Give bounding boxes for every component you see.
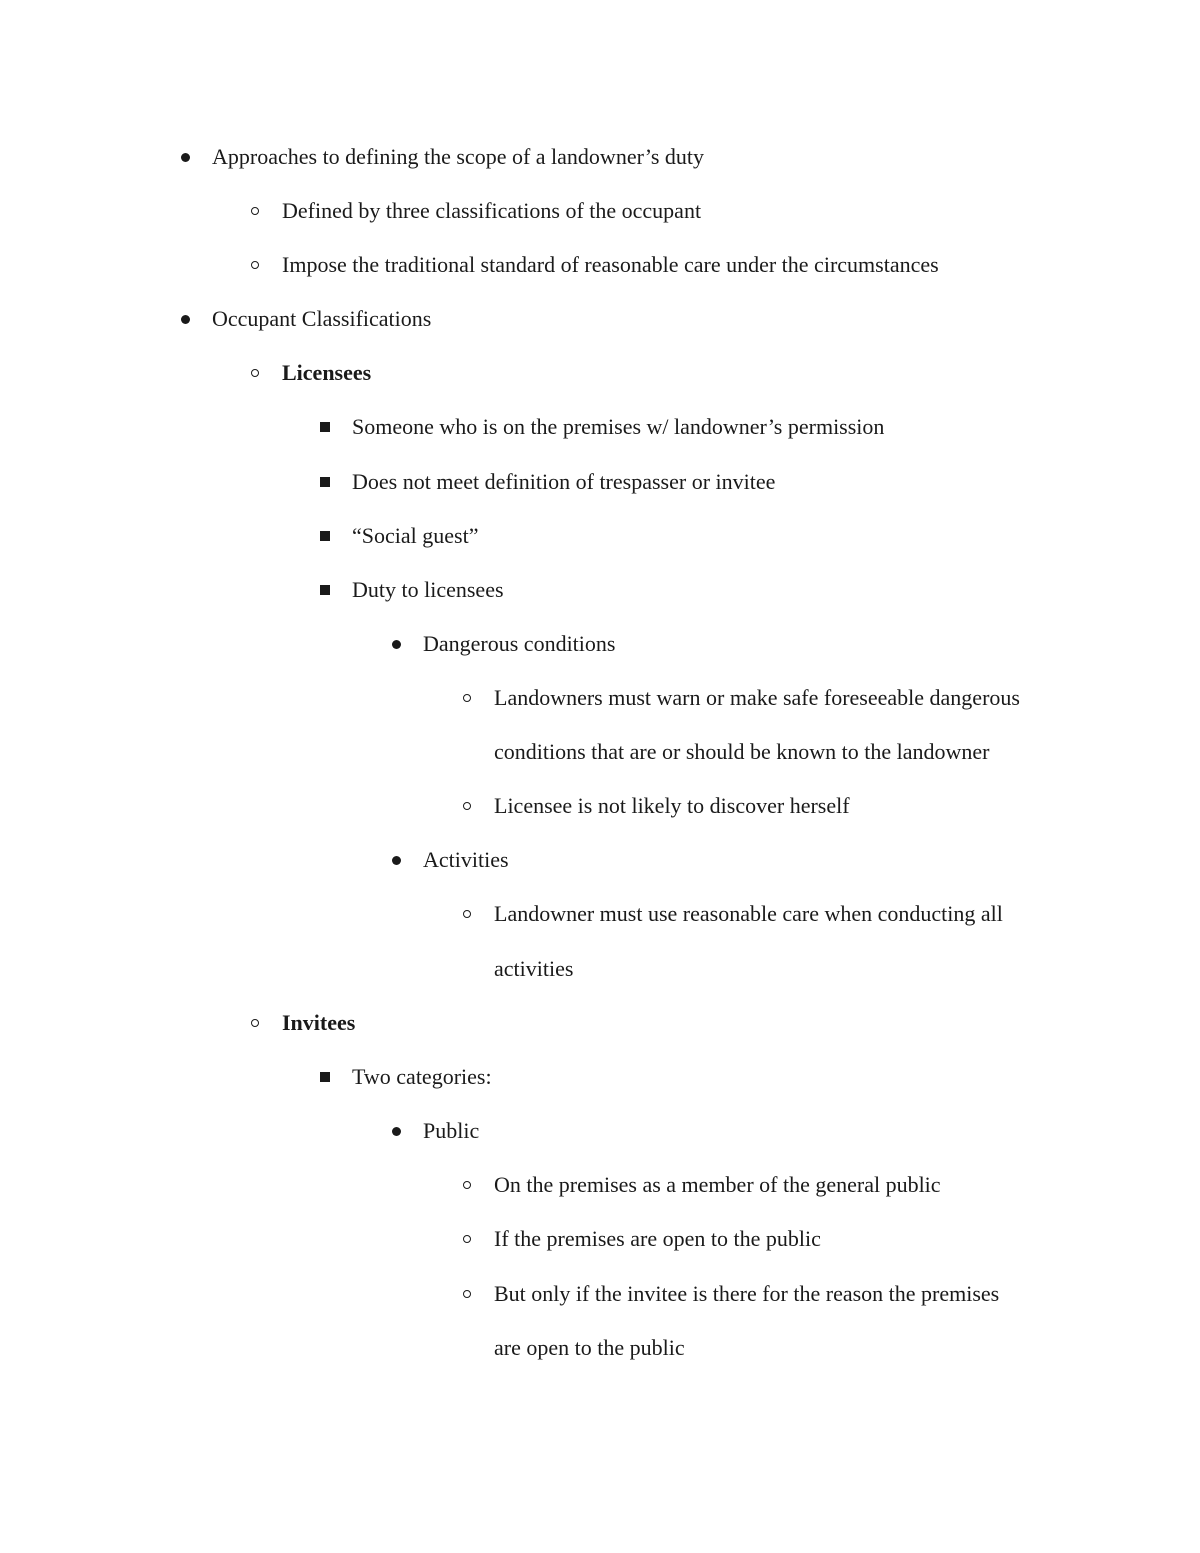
hollow-circle-bullet-icon <box>455 1226 479 1252</box>
outline-item-level-3: Two categories: <box>352 1064 492 1089</box>
outline-item-level-1: Occupant Classifications <box>212 306 432 331</box>
outline-item-level-5-continuation: conditions that are or should be known to the landowner <box>494 739 990 764</box>
square-bullet-icon <box>313 1064 337 1090</box>
square-bullet-icon <box>313 469 337 495</box>
outline-item-level-5: Landowners must warn or make safe foreseeable dangerous <box>494 685 1020 710</box>
outline-item-level-3: Someone who is on the premises w/ landowner’s permission <box>352 414 885 439</box>
outline-item-level-3: Does not meet definition of trespasser or invitee <box>352 469 776 494</box>
outline-item-level-1: Approaches to defining the scope of a landowner’s duty <box>212 144 705 169</box>
hollow-circle-bullet-icon <box>243 198 267 224</box>
outline-item-level-3: Duty to licensees <box>352 577 504 602</box>
hollow-circle-bullet-icon <box>455 793 479 819</box>
outline-item-level-4: Public <box>423 1118 480 1143</box>
hollow-circle-bullet-icon <box>455 685 479 711</box>
outline-item-level-5-continuation: are open to the public <box>494 1335 685 1360</box>
hollow-circle-bullet-icon <box>455 1281 479 1307</box>
square-bullet-icon <box>313 414 337 440</box>
outline-item-level-2: Defined by three classifications of the occupant <box>282 198 702 223</box>
square-bullet-icon <box>313 577 337 603</box>
filled-circle-bullet-icon <box>173 306 197 332</box>
filled-circle-bullet-icon <box>173 144 197 170</box>
hollow-circle-bullet-icon <box>243 1010 267 1036</box>
hollow-circle-bullet-icon <box>455 901 479 927</box>
outline-item-level-5: But only if the invitee is there for the reason the premises <box>494 1281 1000 1306</box>
square-bullet-icon <box>313 523 337 549</box>
outline-item-level-4: Dangerous conditions <box>423 631 616 656</box>
hollow-circle-bullet-icon <box>243 360 267 386</box>
hollow-circle-bullet-icon <box>455 1172 479 1198</box>
outline-item-level-4: Activities <box>423 847 509 872</box>
filled-circle-bullet-icon <box>384 1118 408 1144</box>
section-heading-licensees: Licensees <box>282 360 372 385</box>
outline-item-level-5-continuation: activities <box>494 956 574 981</box>
filled-circle-bullet-icon <box>384 631 408 657</box>
outline-item-level-5: If the premises are open to the public <box>494 1226 821 1251</box>
outline-item-level-3: “Social guest” <box>352 523 479 548</box>
outline-item-level-5: On the premises as a member of the general public <box>494 1172 941 1197</box>
outline-item-level-5: Licensee is not likely to discover herself <box>494 793 850 818</box>
outline-item-level-2: Impose the traditional standard of reasonable care under the circumstances <box>282 252 939 277</box>
hollow-circle-bullet-icon <box>243 252 267 278</box>
section-heading-invitees: Invitees <box>282 1010 356 1035</box>
outline-item-level-5: Landowner must use reasonable care when conducting all <box>494 901 1003 926</box>
filled-circle-bullet-icon <box>384 847 408 873</box>
